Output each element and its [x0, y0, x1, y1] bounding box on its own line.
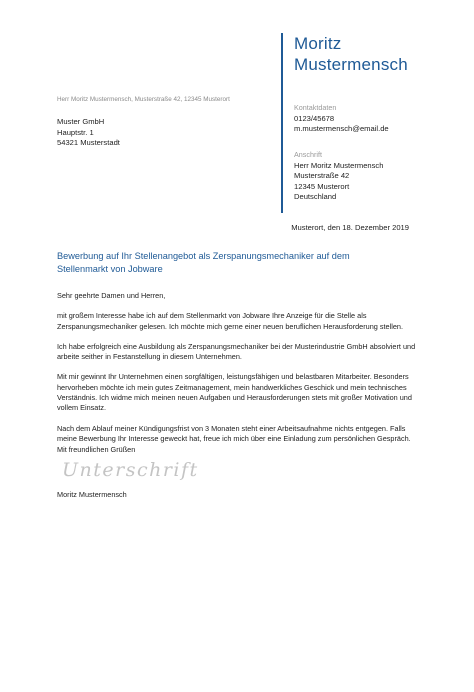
contact-details [294, 114, 389, 135]
recipient-street: Hauptstr. 1 [57, 127, 94, 137]
letter-date: Musterort, den 18. Dezember 2019 [291, 223, 409, 232]
body-paragraph-1: mit großem Interesse habe ich auf dem Stellenmarkt von Jobware Ihre Anzeige für die Stelle als Zerspanungsmechaniker gelesen. Ich möchte mich gerne einer neuen beruflichen Herausforderung stellen. [57, 311, 403, 331]
recipient-company: Muster GmbH [57, 117, 105, 126]
applicant-name-heading [294, 33, 408, 75]
recipient-city: 54321 Musterstadt [57, 138, 120, 147]
contact-email: m.mustermensch@email.de [294, 124, 389, 134]
address-country: Deutschland [294, 191, 337, 201]
address-heading: Anschrift [294, 150, 322, 159]
recipient-address [57, 117, 120, 149]
body-paragraph-4: Nach dem Ablauf meiner Kündigungsfrist von 3 Monaten steht einer Arbeitsaufnahme nichts entgegen. Falls meine Bewerbung Ihr Interesse geweckt hat, freue ich mich über eine Einladung zum persönlichen Gespräch. [57, 423, 411, 443]
address-name: Herr Moritz Mustermensch [294, 161, 384, 170]
salutation: Sehr geehrte Damen und Herren, [57, 291, 166, 300]
address-street: Musterstraße 42 [294, 171, 350, 181]
signer-name: Moritz Mustermensch [57, 490, 127, 499]
letter-subject: Bewerbung auf Ihr Stellenangebot als Zerspanungsmechaniker auf dem Stellenmarkt von Jobware [57, 251, 350, 274]
contact-heading: Kontaktdaten [294, 103, 337, 112]
signature-placeholder: Unterschrift [62, 459, 199, 481]
name-line-last: Mustermensch [294, 55, 408, 74]
body-paragraph-3: Mit mir gewinnt Ihr Unternehmen einen sorgfältigen, leistungsfähigen und belastbaren Mitarbeiter. Besonders hervorheben möchte ich mein gutes Zeitmanagement, mein handwerkliches Geschick und mein technisches Verständnis. Ich widme mich meinen neuen Aufgaben und Herausforderungen stets mit großer Motivation und vollem Einsatz. [57, 372, 412, 413]
name-line-first: Moritz [294, 34, 342, 53]
letter-body [57, 291, 422, 454]
header-divider-line [281, 33, 283, 213]
closing-phrase: Mit freundlichen Grüßen [57, 445, 136, 454]
body-paragraph-2: Ich habe erfolgreich eine Ausbildung als Zerspanungsmechaniker bei der Musterindustrie GmbH absolviert und arbeite seither in Festanstellung in diesem Unternehmen. [57, 341, 416, 362]
sender-address [294, 161, 383, 202]
address-city: 12345 Musterort [294, 181, 350, 191]
sender-return-address: Herr Moritz Mustermensch, Musterstraße 42, 12345 Musterort [57, 96, 230, 103]
contact-phone: 0123/45678 [294, 114, 335, 123]
